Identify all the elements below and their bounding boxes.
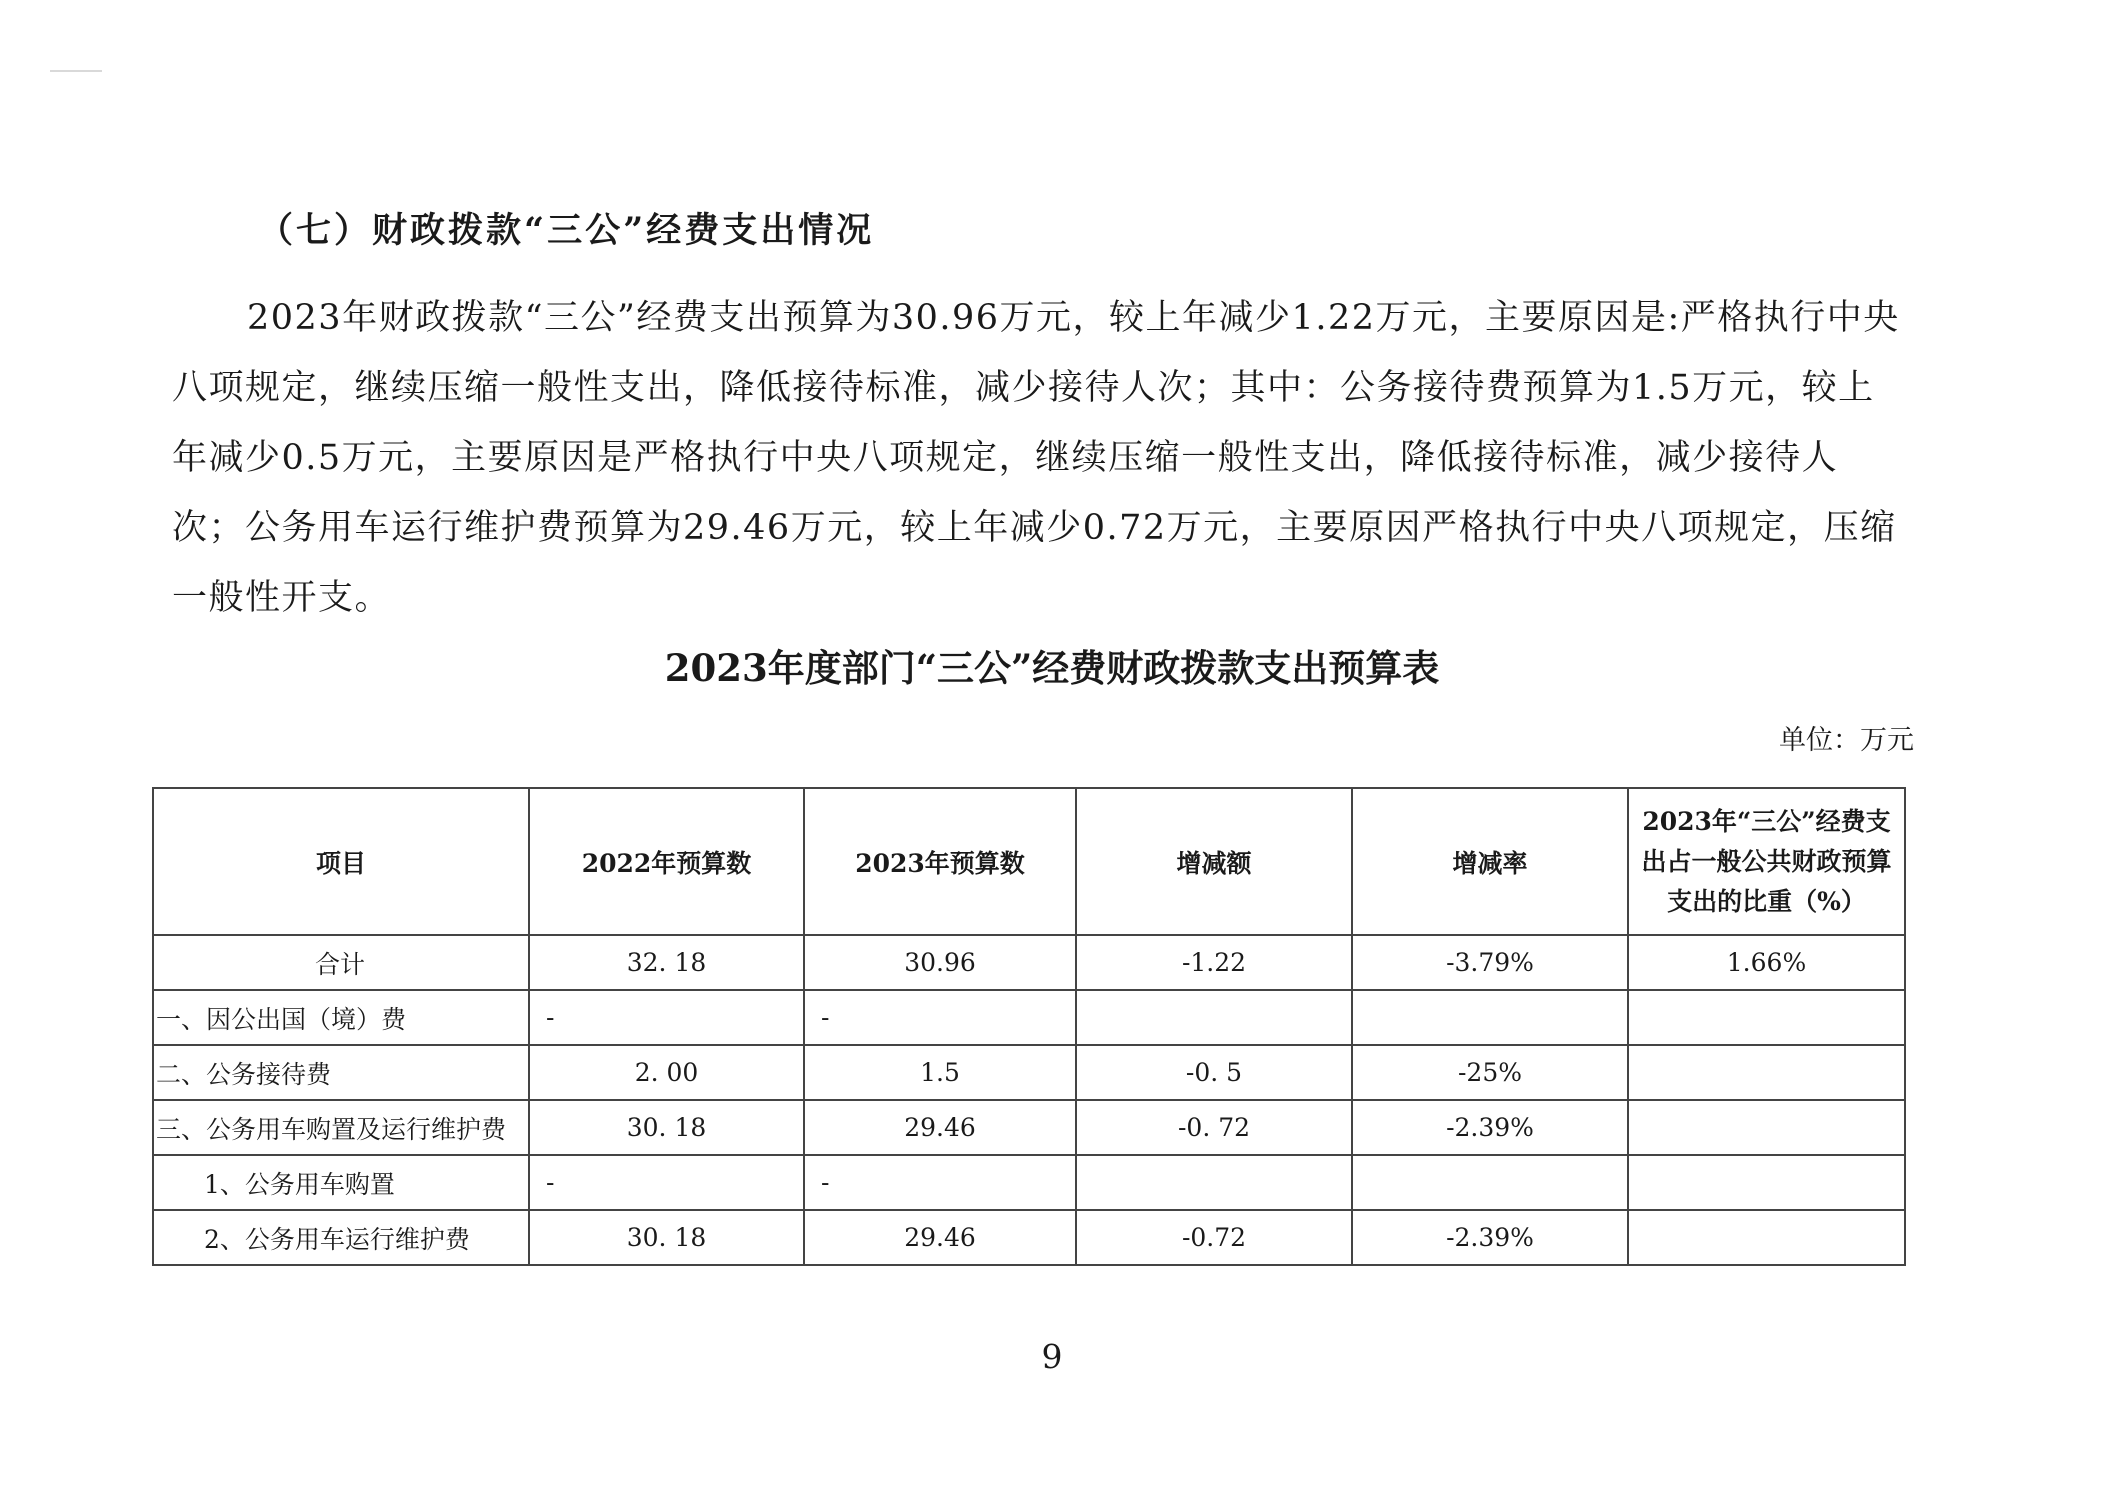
header-budget-2022: 2022年预算数 (529, 788, 804, 935)
scan-corner-mark (50, 70, 102, 72)
row-share-cell (1628, 990, 1905, 1045)
row-budget-2022-cell: - (529, 990, 804, 1045)
row-change-rate-cell: -3.79% (1352, 935, 1628, 990)
row-item-cell: 合计 (153, 935, 529, 990)
table-row (153, 1100, 1905, 1155)
row-budget-2022-cell: 2. 00 (529, 1045, 804, 1100)
budget-table (152, 787, 1906, 1266)
header-change-rate: 增减率 (1352, 788, 1628, 935)
row-change-amount-cell: -0.72 (1076, 1210, 1352, 1265)
row-budget-2022-cell: - (529, 1155, 804, 1210)
row-budget-2023-cell: 1.5 (804, 1045, 1076, 1100)
row-budget-2022-cell: 30. 18 (529, 1100, 804, 1155)
row-budget-2023-cell: 29.46 (804, 1100, 1076, 1155)
row-budget-2023-cell: 30.96 (804, 935, 1076, 990)
row-item-cell: 三、公务用车购置及运行维护费 (153, 1100, 529, 1155)
row-budget-2022-cell: 32. 18 (529, 935, 804, 990)
row-share-cell: 1.66% (1628, 935, 1905, 990)
row-change-amount-cell: -0. 5 (1076, 1045, 1352, 1100)
row-change-amount-cell: -0. 72 (1076, 1100, 1352, 1155)
row-item-cell: 二、公务接待费 (153, 1045, 529, 1100)
row-change-amount-cell (1076, 990, 1352, 1045)
row-budget-2023-cell: - (804, 990, 1076, 1045)
row-share-cell (1628, 1100, 1905, 1155)
table-row (153, 990, 1905, 1045)
unit-label: 单位：万元 (1779, 725, 1914, 756)
row-change-rate-cell: -2.39% (1352, 1100, 1628, 1155)
row-budget-2023-cell: 29.46 (804, 1210, 1076, 1265)
table-row (153, 1155, 1905, 1210)
row-change-rate-cell: -2.39% (1352, 1210, 1628, 1265)
row-share-cell (1628, 1155, 1905, 1210)
row-budget-2023-cell: - (804, 1155, 1076, 1210)
header-item: 项目 (153, 788, 529, 935)
header-change-amount: 增减额 (1076, 788, 1352, 935)
table-row (153, 1210, 1905, 1265)
section-heading: （七）财政拨款“三公”经费支出情况 (258, 210, 875, 251)
header-share: 2023年“三公”经费支出占一般公共财政预算支出的比重（%） (1628, 788, 1905, 935)
page-number: 9 (1041, 1337, 1063, 1376)
row-item-cell: 一、因公出国（境）费 (153, 990, 529, 1045)
row-item-cell: 2、公务用车运行维护费 (153, 1210, 529, 1265)
row-item-cell: 1、公务用车购置 (153, 1155, 529, 1210)
row-change-rate-cell: -25% (1352, 1045, 1628, 1100)
table-row (153, 1045, 1905, 1100)
row-change-rate-cell (1352, 1155, 1628, 1210)
row-budget-2022-cell: 30. 18 (529, 1210, 804, 1265)
row-change-rate-cell (1352, 990, 1628, 1045)
row-share-cell (1628, 1045, 1905, 1100)
row-change-amount-cell (1076, 1155, 1352, 1210)
row-change-amount-cell: -1.22 (1076, 935, 1352, 990)
body-paragraph: 2023年财政拨款“三公”经费支出预算为30.96万元，较上年减少1.22万元，主要原因是:严格执行中央八项规定，继续压缩一般性支出，降低接待标准，减少接待人次；其中：公务接待费预算为1.5万元，较上年减少0.5万元，主要原因是严格执行中央八项规定，继续压缩一般性支出，降低接待标准，减少接待人次；公务用车运行维护费预算为29.46万元，较上年减少0.72万元，主要原因严格执行中央八项规定，压缩一般性开支。 (172, 298, 1900, 618)
table-title: 2023年度部门“三公”经费财政拨款支出预算表 (664, 646, 1440, 690)
table-row (153, 935, 1905, 990)
header-budget-2023: 2023年预算数 (804, 788, 1076, 935)
row-share-cell (1628, 1210, 1905, 1265)
table-header-row (153, 788, 1905, 935)
